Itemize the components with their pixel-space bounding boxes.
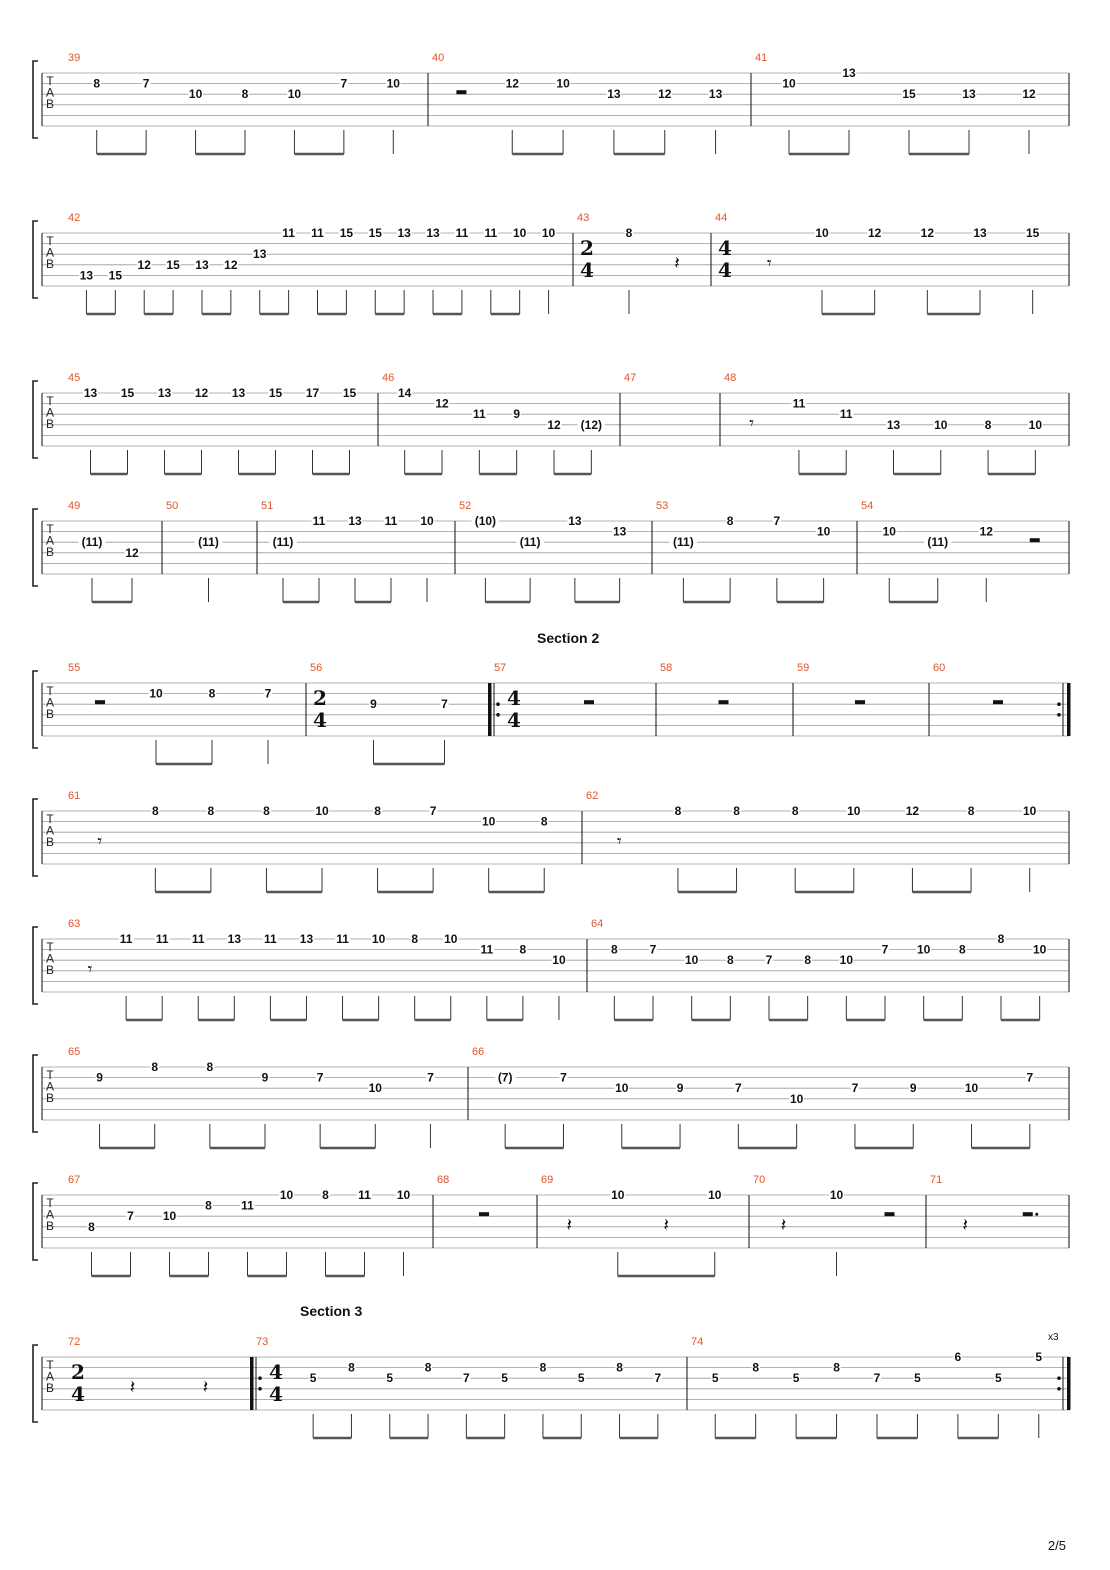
tab-clef-letter: T (46, 684, 54, 698)
repeat-start-thick-bar (250, 1357, 254, 1410)
measure-number: 49 (68, 500, 81, 512)
measure-number: 54 (861, 500, 874, 512)
fret-number: 12 (867, 226, 882, 240)
fret-number: 5 (914, 1371, 921, 1386)
fret-number: 7 (765, 953, 773, 968)
fret-number: 8 (540, 814, 548, 829)
tab-clef-letter: B (45, 97, 55, 111)
fret-number: 10 (287, 87, 302, 102)
fret-number: 7 (441, 697, 448, 712)
fret-number: 10 (1028, 417, 1043, 432)
fret-number: 8 (205, 1198, 212, 1213)
fret-number: 5 (309, 1371, 317, 1386)
half-rest (885, 1212, 895, 1216)
fret-number: (11) (81, 535, 103, 550)
section-title: Section 2 (537, 630, 600, 646)
quarter-rest: 𝄽 (566, 1214, 573, 1236)
fret-number: 10 (162, 1209, 177, 1224)
measure-number: 50 (166, 500, 179, 512)
measure-number: 60 (933, 662, 946, 674)
measure-number: 73 (256, 1336, 269, 1348)
measure-number: 69 (541, 1174, 554, 1186)
fret-number: (11) (519, 535, 541, 550)
fret-number: 10 (149, 686, 163, 701)
fret-number: 5 (386, 1371, 394, 1386)
fret-number: 8 (833, 1360, 840, 1375)
repeat-dot (1057, 1387, 1061, 1391)
fret-number: 15 (108, 268, 123, 283)
tab-clef-letter: B (45, 545, 55, 559)
half-rest (1030, 538, 1040, 542)
fret-number: 8 (93, 76, 101, 91)
fret-number: 7 (429, 804, 437, 818)
fret-number: 10 (552, 953, 566, 968)
fret-number: (11) (272, 535, 294, 550)
fret-number: 11 (191, 932, 205, 946)
eighth-rest: 𝄾 (749, 412, 755, 434)
fret-number: 7 (873, 1371, 881, 1386)
fret-number: 7 (1026, 1070, 1034, 1085)
fret-number: 5 (994, 1371, 1002, 1386)
fret-number: 13 (231, 386, 246, 400)
time-signature-denominator: 4 (269, 1382, 283, 1406)
fret-number: 8 (674, 804, 682, 818)
time-signature-numerator: 2 (580, 236, 594, 260)
fret-number: 17 (305, 386, 320, 400)
fret-number: 15 (166, 257, 180, 272)
fret-number: 8 (411, 932, 419, 946)
tab-clef-letter: T (46, 940, 54, 954)
system-bracket (33, 221, 38, 298)
fret-number: 12 (1022, 87, 1036, 102)
rest-dot (1035, 1213, 1038, 1216)
fret-number: 7 (142, 76, 150, 91)
fret-number: 8 (374, 804, 381, 818)
repeat-dot (496, 713, 500, 717)
tab-clef-letter: T (46, 234, 54, 248)
time-signature-denominator: 4 (718, 258, 732, 282)
fret-number: 10 (934, 417, 948, 432)
fret-number: 11 (264, 932, 277, 946)
fret-number: 9 (261, 1070, 269, 1085)
fret-number: 12 (435, 396, 449, 411)
measure-number: 58 (660, 662, 673, 674)
measure-number: 65 (68, 1046, 81, 1058)
measure-number: 41 (755, 52, 768, 64)
fret-number: 8 (322, 1188, 329, 1202)
fret-number: 12 (658, 87, 672, 102)
fret-number: 10 (1032, 942, 1047, 957)
system-bracket (33, 509, 38, 586)
fret-number: 8 (726, 953, 734, 968)
repeat-dot (1057, 702, 1061, 706)
fret-number: 13 (227, 932, 242, 946)
time-signature-numerator: 4 (507, 686, 521, 710)
tab-clef-letter: A (45, 951, 55, 966)
fret-number: 15 (339, 226, 354, 240)
tab-clef-letter: B (45, 257, 55, 271)
measure-number: 46 (382, 372, 395, 384)
half-rest (719, 700, 729, 704)
time-signature-denominator: 4 (507, 708, 521, 732)
half-rest (479, 1212, 489, 1216)
fret-number: 10 (279, 1188, 294, 1202)
system-bracket (33, 799, 38, 876)
time-signature-numerator: 2 (71, 1360, 85, 1384)
fret-number: 10 (815, 226, 829, 240)
fret-number: 11 (312, 514, 326, 528)
fret-number: 15 (1025, 226, 1040, 240)
fret-number: 11 (484, 226, 498, 240)
fret-number: 13 (83, 386, 98, 400)
fret-number: 11 (792, 396, 806, 411)
system-bracket (33, 1055, 38, 1132)
tab-clef-letter: B (45, 417, 55, 431)
fret-number: 7 (560, 1070, 567, 1085)
fret-number: 12 (224, 257, 238, 272)
eighth-rest: 𝄾 (616, 830, 622, 852)
fret-number: (11) (198, 535, 219, 550)
tab-clef-letter: B (45, 1381, 55, 1395)
fret-number: 15 (368, 226, 382, 240)
fret-number: 5 (1035, 1350, 1043, 1364)
fret-number: 11 (384, 514, 398, 528)
fret-number: 8 (151, 1060, 159, 1074)
half-rest (95, 700, 105, 704)
fret-number: 10 (444, 932, 458, 946)
fret-number: 7 (735, 1081, 742, 1096)
fret-number: 14 (397, 386, 412, 400)
quarter-rest: 𝄽 (129, 1376, 136, 1398)
fret-number: 7 (427, 1070, 434, 1085)
measure-number: 67 (68, 1174, 81, 1186)
tab-clef-letter: A (45, 245, 55, 260)
measure-number: 55 (68, 662, 81, 674)
half-rest (993, 700, 1003, 704)
fret-number: 13 (886, 417, 901, 432)
fret-number: 12 (125, 545, 139, 560)
fret-number: 10 (1023, 804, 1037, 818)
fret-number: 10 (611, 1188, 625, 1202)
fret-number: 7 (127, 1209, 134, 1224)
fret-number: 11 (282, 226, 295, 240)
fret-number: 8 (519, 942, 527, 957)
tab-clef-letter: A (45, 1207, 55, 1222)
fret-number: 15 (342, 386, 357, 400)
fret-number: 10 (420, 514, 434, 528)
tab-clef-letter: T (46, 522, 54, 536)
repeat-dot (1057, 1376, 1061, 1380)
repeat-dot (1057, 713, 1061, 717)
tab-clef-letter: A (45, 85, 55, 100)
section-title: Section 3 (300, 1303, 363, 1319)
eighth-rest: 𝄾 (87, 958, 93, 980)
tab-clef-letter: A (45, 695, 55, 710)
fret-number: 10 (541, 226, 556, 240)
fret-number: 13 (842, 66, 856, 80)
measure-number: 59 (797, 662, 810, 674)
fret-number: 8 (610, 942, 618, 957)
fret-number: 5 (711, 1371, 719, 1386)
measure-number: 70 (753, 1174, 766, 1186)
fret-number: 15 (268, 386, 283, 400)
time-signature-numerator: 2 (313, 686, 327, 710)
fret-number: 12 (920, 226, 935, 240)
fret-number: (10) (474, 514, 497, 528)
tab-clef-letter: B (45, 835, 55, 849)
fret-number: 8 (151, 804, 159, 818)
fret-number: 6 (954, 1350, 962, 1364)
tab-clef-letter: B (45, 1091, 55, 1105)
measure-number: 64 (591, 918, 604, 930)
system-bracket (33, 1183, 38, 1260)
fret-number: 11 (472, 407, 486, 422)
fret-number: 8 (208, 686, 216, 701)
time-signature-denominator: 4 (71, 1382, 85, 1406)
fret-number: 10 (684, 953, 699, 968)
fret-number: 13 (612, 524, 627, 539)
time-signature-numerator: 4 (269, 1360, 283, 1384)
fret-number: 5 (792, 1371, 800, 1386)
tab-clef-letter: T (46, 74, 54, 88)
fret-number: 10 (839, 953, 854, 968)
fret-number: 8 (752, 1360, 760, 1375)
fret-number: 8 (348, 1360, 355, 1375)
fret-number: 10 (371, 932, 386, 946)
repeat-end-thick-bar (1067, 1357, 1071, 1410)
fret-number: 10 (386, 76, 400, 91)
eighth-rest: 𝄾 (97, 830, 103, 852)
fret-number: (7) (497, 1070, 513, 1085)
fret-number: 13 (79, 268, 94, 283)
repeat-dot (258, 1387, 262, 1391)
fret-number: 11 (119, 932, 133, 946)
fret-number: 13 (348, 514, 362, 528)
fret-number: 7 (654, 1371, 662, 1386)
fret-number: 8 (539, 1360, 547, 1375)
fret-number: 15 (120, 386, 135, 400)
fret-number: 8 (733, 804, 740, 818)
fret-number: 7 (463, 1371, 470, 1386)
fret-number: 10 (964, 1081, 979, 1096)
measure-number: 45 (68, 372, 81, 384)
fret-number: 13 (607, 87, 621, 102)
tab-clef-letter: B (45, 707, 55, 721)
measure-number: 62 (586, 790, 599, 802)
tab-clef-letter: T (46, 394, 54, 408)
fret-number: 13 (962, 87, 976, 102)
fret-number: 12 (547, 417, 561, 432)
fret-number: 8 (88, 1219, 95, 1234)
half-rest (855, 700, 865, 704)
fret-number: 10 (816, 524, 831, 539)
repeat-dot (258, 1376, 262, 1380)
fret-number: 7 (851, 1081, 859, 1096)
fret-number: 7 (649, 942, 657, 957)
eighth-rest: 𝄾 (766, 252, 772, 274)
measure-number: 51 (261, 500, 274, 512)
fret-number: 7 (340, 76, 348, 91)
fret-number: 13 (397, 226, 411, 240)
fret-number: 13 (195, 257, 209, 272)
page-number: 2/5 (1047, 1538, 1066, 1553)
quarter-rest: 𝄽 (780, 1214, 787, 1236)
fret-number: 8 (997, 932, 1005, 946)
fret-number: 8 (263, 804, 270, 818)
fret-number: 10 (556, 76, 570, 91)
measure-number: 40 (432, 52, 445, 64)
measure-number: 48 (724, 372, 737, 384)
measure-number: 71 (930, 1174, 943, 1186)
measure-number: 44 (715, 212, 728, 224)
fret-number: 10 (512, 226, 527, 240)
fret-number: 8 (625, 226, 633, 240)
fret-number: 11 (839, 407, 853, 422)
half-rest (1023, 1212, 1033, 1216)
fret-number: (12) (580, 417, 603, 432)
fret-number: 13 (568, 514, 582, 528)
fret-number: 10 (847, 804, 861, 818)
measure-number: 61 (68, 790, 81, 802)
fret-number: 8 (207, 804, 215, 818)
time-signature-denominator: 4 (313, 708, 327, 732)
fret-number: 11 (336, 932, 349, 946)
tab-clef-letter: B (45, 1219, 55, 1233)
time-signature-denominator: 4 (580, 258, 594, 282)
fret-number: 7 (881, 942, 889, 957)
fret-number: 9 (513, 407, 521, 422)
fret-number: 10 (782, 76, 796, 91)
system-bracket (33, 671, 38, 748)
fret-number: 10 (789, 1091, 804, 1106)
fret-number: 9 (909, 1081, 917, 1096)
fret-number: 11 (358, 1188, 371, 1202)
tab-clef-letter: A (45, 1369, 55, 1384)
measure-number: 74 (691, 1336, 704, 1348)
fret-number: 7 (316, 1070, 324, 1085)
fret-number: 8 (616, 1360, 623, 1375)
measure-number: 68 (437, 1174, 450, 1186)
repeat-count: x3 (1048, 1332, 1059, 1343)
repeat-start-thick-bar (488, 683, 492, 736)
fret-number: 8 (424, 1360, 432, 1375)
repeat-dot (496, 702, 500, 706)
tab-clef-letter: A (45, 533, 55, 548)
fret-number: 10 (882, 524, 896, 539)
fret-number: 10 (188, 87, 203, 102)
fret-number: 12 (194, 386, 209, 400)
quarter-rest: 𝄽 (674, 252, 680, 274)
fret-number: 13 (253, 247, 267, 262)
fret-number: 10 (615, 1081, 629, 1096)
measure-number: 53 (656, 500, 669, 512)
fret-number: 8 (804, 953, 812, 968)
system-bracket (33, 1345, 38, 1422)
fret-number: 8 (984, 417, 992, 432)
fret-number: 7 (264, 686, 272, 701)
fret-number: 13 (426, 226, 440, 240)
tab-clef-letter: A (45, 823, 55, 838)
fret-number: 13 (157, 386, 172, 400)
fret-number: 5 (577, 1371, 585, 1386)
tab-clef-letter: B (45, 963, 55, 977)
measure-number: 42 (68, 212, 81, 224)
fret-number: 15 (902, 87, 916, 102)
fret-number: 8 (241, 87, 249, 102)
fret-number: 12 (137, 257, 151, 272)
fret-number: 10 (368, 1081, 382, 1096)
fret-number: 10 (315, 804, 329, 818)
measure-number: 52 (459, 500, 472, 512)
fret-number: 11 (455, 226, 469, 240)
system-bracket (33, 381, 38, 458)
time-signature-numerator: 4 (718, 236, 732, 260)
fret-number: 9 (370, 697, 377, 712)
tab-clef-letter: T (46, 812, 54, 826)
fret-number: 9 (676, 1081, 684, 1096)
fret-number: (11) (927, 535, 949, 550)
tab-clef-letter: T (46, 1196, 54, 1210)
fret-number: 9 (96, 1070, 103, 1085)
fret-number: 10 (396, 1188, 411, 1202)
fret-number: 12 (979, 524, 993, 539)
fret-number: 5 (501, 1371, 508, 1386)
tab-clef-letter: A (45, 405, 55, 420)
measure-number: 39 (68, 52, 81, 64)
measure-number: 47 (624, 372, 637, 384)
fret-number: 13 (973, 226, 987, 240)
measure-number: 56 (310, 662, 323, 674)
quarter-rest: 𝄽 (962, 1214, 969, 1236)
fret-number: 8 (726, 514, 734, 528)
fret-number: 10 (916, 942, 931, 957)
fret-number: 8 (967, 804, 975, 818)
system-bracket (33, 61, 38, 138)
fret-number: 8 (958, 942, 966, 957)
repeat-end-thick-bar (1067, 683, 1071, 736)
fret-number: 7 (773, 514, 781, 528)
measure-number: 63 (68, 918, 81, 930)
system-bracket (33, 927, 38, 1004)
measure-number: 43 (577, 212, 590, 224)
quarter-rest: 𝄽 (663, 1214, 670, 1236)
measure-number: 66 (472, 1046, 485, 1058)
fret-number: 11 (311, 226, 324, 240)
fret-number: 10 (481, 814, 496, 829)
fret-number: 12 (505, 76, 519, 91)
fret-number: 13 (708, 87, 723, 102)
fret-number: 13 (299, 932, 314, 946)
tab-clef-letter: T (46, 1358, 54, 1372)
fret-number: 8 (206, 1060, 214, 1074)
fret-number: 8 (791, 804, 799, 818)
fret-number: 10 (829, 1188, 844, 1202)
fret-number: 10 (708, 1188, 722, 1202)
measure-number: 57 (494, 662, 507, 674)
fret-number: 11 (155, 932, 169, 946)
half-rest (456, 90, 466, 94)
fret-number: 11 (480, 942, 494, 957)
measure-number: 72 (68, 1336, 81, 1348)
fret-number: (11) (673, 535, 694, 550)
fret-number: 11 (241, 1198, 254, 1213)
half-rest (584, 700, 594, 704)
tab-clef-letter: A (45, 1079, 55, 1094)
fret-number: 12 (905, 804, 920, 818)
tab-clef-letter: T (46, 1068, 54, 1082)
quarter-rest: 𝄽 (202, 1376, 209, 1398)
